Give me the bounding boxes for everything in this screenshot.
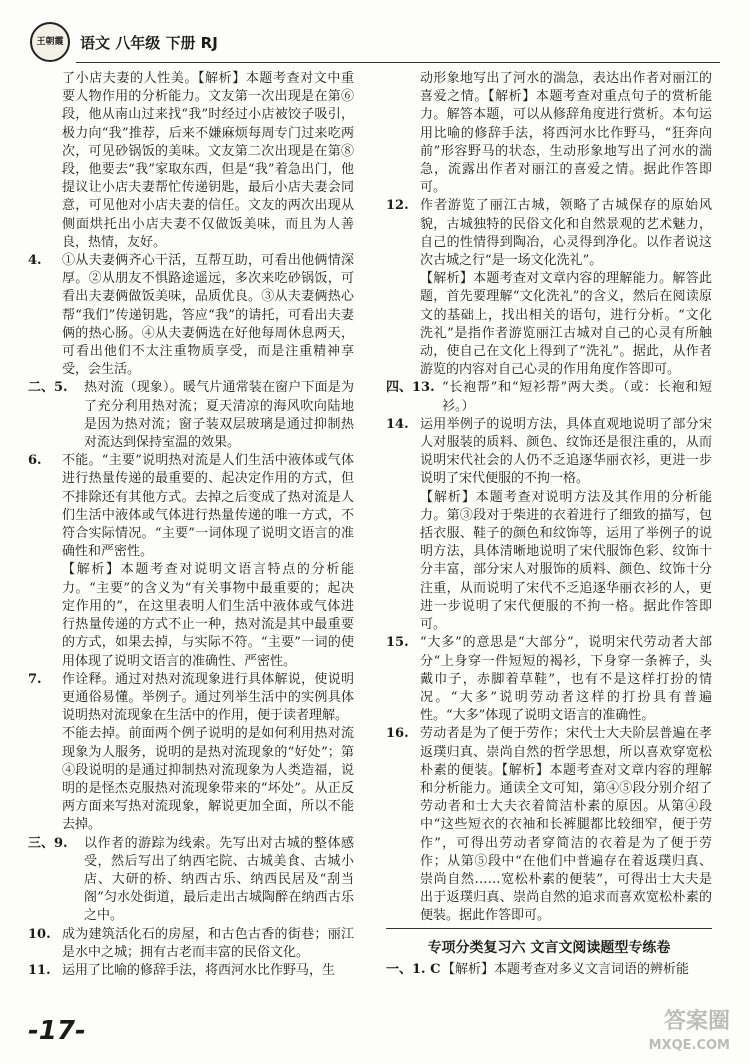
left-column (28, 70, 354, 1020)
answer-item (386, 270, 712, 379)
answer-text: 运用了比喻的修辞手法，将西河水比作野马，生 (62, 962, 336, 978)
header-rule (76, 62, 720, 63)
answer-number: 一、1. C (386, 961, 441, 977)
section-title: 专项分类复习六 文言文阅读题型专练卷 (427, 939, 671, 956)
watermark-line2: MXQE.COM (648, 1038, 730, 1053)
answer-number: 6. (28, 453, 42, 469)
answer-number: 10. (28, 926, 51, 942)
page-number: -17- (28, 1016, 86, 1046)
answer-number: 7. (28, 671, 42, 687)
answer-text: 【解析】本题考查对文章内容的理解能力。解答此题，首先要理解“文化洗礼”的含义，然后在阅读原文的基础上，找出相关的语句，进行分析。“文化洗礼”是指作者游览丽江古城对自己的心灵有所触动，使自己在文化上得到了“洗礼”。据此，从作者游览的内容对自己心灵的作用角度作答即可。 (420, 271, 712, 378)
answer-item (28, 926, 354, 962)
answer-item (386, 725, 712, 925)
answer-number: 四、13. (386, 380, 435, 396)
answer-number: 二、5. (28, 380, 68, 396)
answer-number: 11. (28, 962, 51, 978)
answer-text: 【解析】本题考查对说明方法及其作用的分析能力。第③段对于柴进的衣着进行了细致的描写，包括衣服、鞋子的颜色和纹饰等，运用了举例子的说明方法，具体清晰地说明了宋代服饰色彩、纹饰十分丰富，部分宋人对服饰的质料、颜色、纹饰十分注重，从而说明了宋代不乏追逐华丽衣衫的人，更进一步说明了宋代便服的不拘一格。据此作答即可。 (420, 489, 712, 633)
answer-text: 动形象地写出了河水的湍急，表达出作者对丽江的喜爱之情。【解析】本题考查对重点句子的赏析能力。解答本题，可以从修辞角度进行赏析。本句运用比喻的修辞手法，将西河水比作野马，“狂奔向前”形容野马的状态，生动形象地写出了河水的湍急，流露出作者对丽江的喜爱之情。据此作答即可。 (420, 71, 712, 196)
answer-number: 4. (28, 253, 42, 269)
answer-text: 作者游览了丽江古城，领略了古城保存的原始风貌，古城独特的民俗文化和自然景观的艺术魅力，自己的性情得到陶冶，心灵得到净化。以作者说这次古城之行“是一场文化洗礼”。 (420, 198, 712, 269)
answer-item (386, 70, 712, 197)
section-divider (386, 928, 712, 929)
watermark (580, 1010, 730, 1060)
answer-text: ①从夫妻俩齐心干活，互帮互助，可看出他俩情深厚。②从朋友不惧路途遥远，多次来吃砂锅饭，可看出夫妻俩做饭美味，品质优良。③从夫妻俩热心帮“我们”传递钥匙，答应“我”的请托，可看出夫妻俩的热心肠。④从夫妻俩选在好他每周休息两天，可看出他们不太注重物质享受，而是注重精神享受，会生活。 (62, 253, 354, 378)
answer-number: 三、9. (28, 835, 68, 851)
answer-item (28, 835, 354, 926)
answer-text: 【解析】本题考查对多义文言词语的辨析能 (442, 961, 690, 977)
answer-number: 15. (386, 635, 409, 651)
right-column (386, 70, 712, 1020)
answer-text: 不能去掉。前面两个例子说明的是如何利用热对流现象为人服务，说明的是热对流现象的“好处”；第④段说明的是通过抑制热对流现象为人类造福，说明的是怪杰克服热对流现象带来的“坏处”。从正反两方面来写热对流现象，解说更加全面，所以不能去掉。 (62, 726, 354, 833)
answer-item (386, 634, 712, 725)
answer-item (28, 725, 354, 834)
watermark-line1: 答案圈 (663, 1009, 730, 1034)
answer-number: 12. (386, 198, 409, 214)
answer-number: 16. (386, 726, 409, 742)
answer-text: “长袍帮”和“短衫帮”两大类。（或：长袍和短衫。） (442, 380, 712, 414)
answer-item (28, 70, 354, 252)
answer-item (28, 671, 354, 726)
answer-item (386, 489, 712, 635)
answer-item (28, 379, 354, 452)
answer-item (28, 561, 354, 670)
answer-item (28, 252, 354, 379)
answer-text: “大多”的意思是“大部分”，说明宋代劳动者大部分“上身穿一件短短的褐衫，下身穿一条裤子，头戴巾子，赤脚着草鞋”，也有不是这样打扮的情况。“大多”说明劳动者这样的打扮具有普遍性。“大多”体现了说明文语言的准确性。 (420, 635, 712, 724)
page-header (30, 22, 720, 66)
answer-text: 劳动者是为了便于劳作；宋代士大夫阶层普遍在孝返璞归真、崇尚自然的哲学思想，所以喜欢穿宽松朴素的便装。【解析】本题考查对文章内容的理解和分析能力。通读全文可知，第④⑤段分别介绍了劳动者和士大夫衣着简洁朴素的原因。从第④段中“这些短衣的衣袖和长裤腿都比较细窄，便于劳作”，可得出劳动者穿简洁的衣着是为了便于劳作；从第⑤段中“在他们中普遍存在着返璞归真、崇尚自然……宽松朴素的便装”，可得出士大夫是出于返璞归真、崇尚自然的追求而喜欢宽松朴素的便装。据此作答即可。 (420, 726, 712, 924)
publisher-logo: 王朝霞 (30, 22, 70, 62)
answer-item (386, 961, 712, 979)
answer-item (386, 379, 712, 415)
answer-item (386, 416, 712, 489)
answer-item (28, 962, 354, 980)
answer-number: 14. (386, 416, 409, 432)
answer-text: 不能。“主要”说明热对流是人们生活中液体或气体进行热量传递的最重要的、起决定作用的方式，但不排除还有其他方式。去掉之后变成了热对流是人们生活中液体或气体进行热量传递的唯一方式，不符合实际情况。“主要”一词体现了说明文语言的准确性和严密性。 (62, 453, 354, 560)
answer-text: 【解析】本题考查对说明文语言特点的分析能力。“主要”的含义为“有关事物中最重要的；起决定作用的”，在这里表明人们生活中液体或气体进行热量传递的方式不止一种，热对流是其中最重要的方式，如果去掉，与实际不符。“主要”一词的使用体现了说明文语言的准确性、严密性。 (62, 562, 354, 669)
answer-text: 运用举例子的说明方法，具体直观地说明了部分宋人对服装的质料、颜色、纹饰还是很注重的，从而说明宋代社会的人仍不乏追逐华丽衣衫，更进一步说明了宋代便服的不拘一格。 (420, 416, 712, 487)
book-title: 语文 八年级 下册 RJ (80, 34, 218, 52)
answer-text: 了小店夫妻的人性美。【解析】本题考查对文中重要人物作用的分析能力。文友第一次出现是在第⑥段，他从南山过来找“我”时经过小店被饺子吸引，极力向“我”推荐，后来不嫌麻烦每周专门过来吃两次，可见砂锅饭的美味。文友第二次出现是在第⑧段，他要去“我”家取东西，但是“我”着急出门，他提议让小店夫妻帮忙传递钥匙，最后小店夫妻会同意，可见他对小店夫妻的信任。文友的两次出现从侧面烘托出小店夫妻不仅做饭美味，而且为人善良，热情，友好。 (62, 71, 354, 250)
answer-text: 热对流（现象）。暖气片通常装在窗户下面是为了充分利用热对流；夏天清凉的海风吹向陆地是因为热对流；窗子装双层玻璃是通过抑制热对流达到保持室温的效果。 (84, 380, 354, 451)
answer-text: 以作者的游踪为线索。先写出对古城的整体感受，然后写出了纳西宅院、古城美食、古城小店、大研的桥、纳西古乐、纳西民居及“刮当阁”匀水处街道，最后走出古城陶醉在纳西古乐之中。 (84, 835, 354, 924)
answer-text: 成为建筑活化石的房屋，和古色古香的街巷；丽江是水中之城；拥有古老而丰富的民俗文化。 (62, 926, 354, 960)
answer-item (386, 197, 712, 270)
answer-text: 作诠释。通过对热对流现象进行具体解说，使说明更通俗易懂。举例子。通过列举生活中的实例具体说明热对流现象在生活中的作用，便于读者理解。 (62, 671, 354, 724)
answer-item (28, 452, 354, 561)
